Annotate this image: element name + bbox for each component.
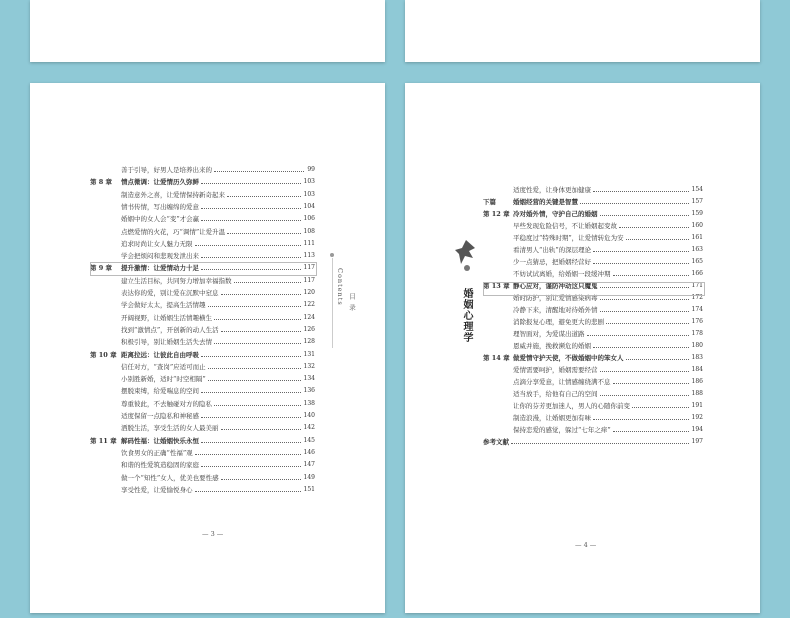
toc-page-number: 192 <box>691 414 703 421</box>
toc-page-number: 132 <box>303 362 315 370</box>
toc-leader-dots <box>201 392 301 393</box>
toc-entry-title: 善于引导，好男人是培养出来的 <box>121 166 212 174</box>
toc-leader-dots <box>195 454 301 455</box>
toc-leader-dots <box>511 443 689 444</box>
toc-leader-dots <box>600 299 689 300</box>
toc-entry <box>90 473 315 483</box>
toc-entry-title: 追求时尚让女人魅力无限 <box>121 239 193 248</box>
toc-leader-dots <box>201 356 301 357</box>
toc-page-number: 184 <box>691 366 703 373</box>
toc-page-number: 147 <box>303 461 315 469</box>
toc-page-number: 191 <box>691 402 703 409</box>
toc-page-number: 176 <box>691 318 703 325</box>
toc-entry <box>483 185 703 195</box>
toc-page-number: 138 <box>303 399 315 407</box>
toc-entry-title: 理智面对，为爱谋出道路 <box>513 330 585 338</box>
toc-page-number: 166 <box>691 270 703 277</box>
toc-leader-dots <box>234 282 301 283</box>
toc-leader-dots <box>613 383 689 384</box>
toc-entry-title: 做爱情守护天使，不做婚姻中的笨女人 <box>513 354 624 362</box>
toc-leader-dots <box>227 233 301 234</box>
toc-entry <box>90 239 315 249</box>
toc-entry-title: 情点微调：让爱情历久弥鲜 <box>121 178 199 187</box>
toc-page-number: 122 <box>303 301 315 309</box>
chapter-box <box>90 262 317 276</box>
toc-entry-title: 让你的芬芳更加迷人，男人的心随你前变 <box>513 402 630 410</box>
toc-entry <box>483 269 703 279</box>
toc-leader-dots <box>632 407 689 408</box>
toc-entry <box>90 460 315 470</box>
toc-page-number: 163 <box>691 246 703 253</box>
toc-page-left <box>30 83 385 613</box>
toc-entry-title: 制造意外之喜，让爱情保持新奇起来 <box>121 190 225 199</box>
toc-page-number: 186 <box>691 378 703 385</box>
toc-page-number: 157 <box>691 198 703 205</box>
toc-chapter <box>483 209 703 219</box>
toc-page-number: 120 <box>303 289 315 296</box>
toc-leader-dots <box>201 442 301 443</box>
toc-leader-dots <box>214 171 304 172</box>
toc-leader-dots <box>208 380 301 381</box>
toc-chapter <box>90 350 315 360</box>
toc-entry <box>90 276 315 286</box>
toc-leader-dots <box>201 466 301 467</box>
toc-leader-dots <box>227 196 301 197</box>
toc-entry <box>90 423 315 433</box>
toc-page-number: 113 <box>303 252 315 260</box>
toc-leader-dots <box>208 368 301 369</box>
toc-page-number: 106 <box>303 215 315 223</box>
toc-leader-dots <box>593 251 689 252</box>
toc-entry <box>483 221 703 231</box>
toc-leader-dots <box>600 395 689 396</box>
toc-page-number: 154 <box>691 186 703 193</box>
toc-entry-title: 建立生活目标，共同努力增加幸福指数 <box>121 276 232 285</box>
toc-entry <box>483 257 703 267</box>
toc-page-number: 180 <box>691 342 703 349</box>
toc-entry-title: 看清男人“出轨”的深层理论 <box>513 246 592 254</box>
toc-entry-title: 表达你的爱，别让爱在沉默中窒息 <box>121 289 219 297</box>
toc-entry <box>90 313 315 323</box>
toc-entry-title: 做一个“知性”女人，优美也要性感 <box>121 473 219 482</box>
toc-leader-dots <box>593 191 689 192</box>
toc-leader-dots <box>208 306 301 307</box>
toc-references <box>483 437 703 447</box>
side-marker-dot <box>330 253 334 257</box>
toc-page-number: 140 <box>303 412 315 419</box>
toc-entry-title: 洒脱生活，享受生活的女人最美丽 <box>121 424 219 433</box>
toc-leader-dots <box>201 417 301 418</box>
contents-side-label: Contents <box>336 268 344 306</box>
toc-page-number: 128 <box>303 338 315 346</box>
toc-entry <box>90 214 315 224</box>
toc-page-number: 145 <box>303 436 315 444</box>
toc-chapter <box>90 177 315 187</box>
toc-leader-dots <box>201 257 301 258</box>
toc-page-number: 151 <box>303 485 315 493</box>
toc-page-number: 103 <box>303 178 315 186</box>
toc-page-number: 194 <box>691 426 703 433</box>
toc-leader-dots <box>221 331 301 332</box>
toc-entry-title: 信任对方，“查岗”应适可而止 <box>121 362 206 371</box>
toc-entry <box>90 362 315 372</box>
toc-side-title: 目 录 <box>348 293 356 312</box>
toc-chapter <box>90 436 315 446</box>
toc-leader-dots <box>600 371 689 372</box>
toc-entry-title: 小别胜新婚，适时“时空相隔” <box>121 375 206 384</box>
toc-entry-title: 点燃爱情的火花，巧“调情”让爱升温 <box>121 227 226 236</box>
toc-chapter-number: 下篇 <box>483 198 496 206</box>
toc-entry <box>483 365 703 375</box>
toc-entry-title: 婚姻中的女人会“变”才会赢 <box>121 215 200 224</box>
toc-entry <box>90 399 315 409</box>
toc-page-number: 188 <box>691 390 703 397</box>
toc-leader-dots <box>201 208 301 209</box>
toc-part <box>483 197 703 207</box>
toc-leader-dots <box>195 491 301 492</box>
toc-page-number: 126 <box>303 325 315 333</box>
toc-entry <box>90 411 315 421</box>
toc-page-number: 178 <box>691 330 703 337</box>
toc-page-number: 117 <box>303 264 315 272</box>
toc-entry <box>483 305 703 315</box>
toc-page-number: 131 <box>303 350 315 358</box>
toc-chapter-number: 第 14 章 <box>483 354 510 362</box>
toc-entry-title: 尊重彼此，不去触碰对方的隐私 <box>121 399 212 408</box>
toc-entry-title: 早些发现危险信号，不让婚姻起变故 <box>513 222 617 230</box>
toc-chapter-number: 第 13 章 <box>483 282 510 290</box>
toc-entry-title: 适度性爱，让身体更加健康 <box>513 186 591 194</box>
toc-entry-title: 学会做好太太，提高生活情趣 <box>121 301 206 310</box>
toc-entry-title: 恩威并施，挽救濒危的婚姻 <box>513 342 591 350</box>
toc-page-number: 171 <box>691 282 703 289</box>
toc-entry <box>90 190 315 200</box>
toc-entry-title: 提升激情：让爱情动力十足 <box>121 264 199 273</box>
toc-entry <box>90 386 315 396</box>
toc-entry <box>483 245 703 255</box>
toc-page-number: 124 <box>303 313 315 321</box>
toc-page-number: 161 <box>691 234 703 241</box>
toc-page-number: 136 <box>303 387 315 395</box>
toc-entry-title: 冷静下来，清醒地对待婚外情 <box>513 306 598 314</box>
toc-entry <box>90 165 315 175</box>
toc-page-number: 146 <box>303 448 315 456</box>
toc-leader-dots <box>613 431 689 432</box>
toc-entry <box>90 448 315 458</box>
toc-entry <box>483 401 703 411</box>
toc-leader-dots <box>613 275 689 276</box>
toc-leader-dots <box>626 359 689 360</box>
toc-entry <box>90 337 315 347</box>
toc-entry-title: 饮食男女的正确“性福”观 <box>121 448 193 457</box>
toc-entry-title: 适度保留一点隐私和神秘感 <box>121 412 199 420</box>
previous-page-right <box>405 0 760 62</box>
toc-entry-title: 平稳度过“特殊时期”，让爱情转危为安 <box>513 234 624 242</box>
toc-leader-dots <box>214 343 301 344</box>
toc-page-number: 108 <box>303 227 315 235</box>
toc-page-number: 174 <box>691 306 703 313</box>
toc-leader-dots <box>201 183 301 184</box>
toc-entry <box>483 389 703 399</box>
toc-entry <box>90 485 315 495</box>
toc-entry <box>483 341 703 351</box>
toc-entry <box>90 251 315 261</box>
toc-entry-title: 少一点猜忌，把婚姻经营好 <box>513 258 591 266</box>
toc-entry-title: 不妨试试离婚，给婚姻一段缓冲期 <box>513 270 611 278</box>
toc-entry-title: 点滴分享爱意，让情感缠绕满不息 <box>513 378 611 386</box>
toc-entry <box>90 300 315 310</box>
toc-leader-dots <box>580 203 689 204</box>
toc-page-number: 142 <box>303 424 315 432</box>
toc-page-number: 99 <box>307 166 315 173</box>
toc-entry <box>483 377 703 387</box>
toc-leader-dots <box>201 220 301 221</box>
toc-page-number: 165 <box>691 258 703 265</box>
toc-leader-dots <box>593 263 689 264</box>
toc-entry <box>90 288 315 298</box>
page-number: — 3 — <box>202 530 224 538</box>
toc-entry-title: 保持恋爱的感觉，躲过“七年之痒” <box>513 426 611 434</box>
toc-entry <box>90 202 315 212</box>
toc-entry-title: 制造浪漫，让婚姻更加有味 <box>513 414 591 422</box>
previous-page-left <box>30 0 385 62</box>
toc-leader-dots <box>600 311 689 312</box>
toc-leader-dots <box>587 335 689 336</box>
page-number: — 4 — <box>575 541 597 549</box>
toc-chapter-number: 第 11 章 <box>90 436 117 445</box>
toc-leader-dots <box>221 294 301 295</box>
toc-leader-dots <box>600 215 689 216</box>
toc-entry <box>483 425 703 435</box>
toc-entry-title: 冷对婚外情，守护自己的婚姻 <box>513 210 598 218</box>
toc-chapter-number: 第 9 章 <box>90 264 113 273</box>
toc-leader-dots <box>606 323 689 324</box>
toc-entry-title: 学会把烦闷和悲观发泄出来 <box>121 252 199 261</box>
toc-entry-title: 摆脱束缚，给爱喘息的空间 <box>121 387 199 396</box>
side-divider-line <box>332 258 333 348</box>
toc-entry-title: 找到“激情点”，开创新的动人生活 <box>121 325 219 334</box>
toc-leader-dots <box>619 227 689 228</box>
toc-page-right <box>405 83 760 613</box>
toc-entry <box>90 325 315 335</box>
toc-entry-title: 享受性爱，让爱愉悦身心 <box>121 485 193 494</box>
toc-entry <box>90 374 315 384</box>
book-title-vertical: 婚姻心理学 <box>461 288 472 343</box>
toc-entry-title: 婚时防护，别让爱情感染病毒 <box>513 294 598 302</box>
chapter-box <box>483 282 705 296</box>
toc-entry-title: 适当放手，给他有自己的空间 <box>513 390 598 398</box>
toc-entry-title: 爱情需要呵护，婚姻需要经营 <box>513 366 598 374</box>
toc-chapter <box>483 353 703 363</box>
toc-leader-dots <box>593 419 689 420</box>
toc-chapter-number: 第 8 章 <box>90 178 113 187</box>
toc-entry-title: 消除报复心理，避免更大的悲剧 <box>513 318 604 326</box>
toc-entry <box>483 413 703 423</box>
toc-entry-title: 情书传情，写出缠绵的爱意 <box>121 202 199 211</box>
toc-page-number: 134 <box>303 375 315 383</box>
toc-entry-title: 开阔视野，让婚姻生活情趣横生 <box>121 313 212 322</box>
toc-leader-dots <box>214 405 301 406</box>
book-title-illustration <box>453 238 479 278</box>
toc-entry-title: 婚姻经营的关键是智慧 <box>513 198 578 206</box>
toc-entry-title: 静心应对，谨防冲动这只魔鬼 <box>513 282 598 290</box>
toc-chapter-number: 第 10 章 <box>90 350 117 359</box>
toc-leader-dots <box>214 319 301 320</box>
toc-page-number: 197 <box>691 438 703 445</box>
toc-leader-dots <box>221 429 301 430</box>
toc-leader-dots <box>626 239 689 240</box>
toc-entry <box>483 329 703 339</box>
toc-entry <box>483 233 703 243</box>
toc-leader-dots <box>195 245 301 246</box>
toc-page-number: 160 <box>691 222 703 229</box>
toc-leader-dots <box>593 347 689 348</box>
toc-page-number: 103 <box>303 190 315 198</box>
toc-page-number: 159 <box>691 210 703 217</box>
toc-entry-title: 解码性福：让婚姻快乐永恒 <box>121 436 199 445</box>
toc-page-number: 117 <box>303 276 315 284</box>
toc-page-number: 172 <box>691 294 703 301</box>
toc-leader-dots <box>221 479 301 480</box>
toc-entry-title: 距离拉远：让彼此自由呼吸 <box>121 350 199 359</box>
toc-chapter-number: 第 12 章 <box>483 210 510 218</box>
toc-entry-title: 和谐的性爱筑造稳固的家庭 <box>121 461 199 470</box>
toc-page-number: 183 <box>691 354 703 361</box>
toc-entry-title: 参考文献 <box>483 438 509 446</box>
toc-page-number: 111 <box>303 239 315 247</box>
toc-page-number: 104 <box>303 202 315 210</box>
toc-entry <box>90 227 315 237</box>
toc-entry <box>483 317 703 327</box>
toc-page-number: 149 <box>303 473 315 481</box>
toc-entry-title: 积极引导，别让婚姻生活失去情 <box>121 338 212 347</box>
